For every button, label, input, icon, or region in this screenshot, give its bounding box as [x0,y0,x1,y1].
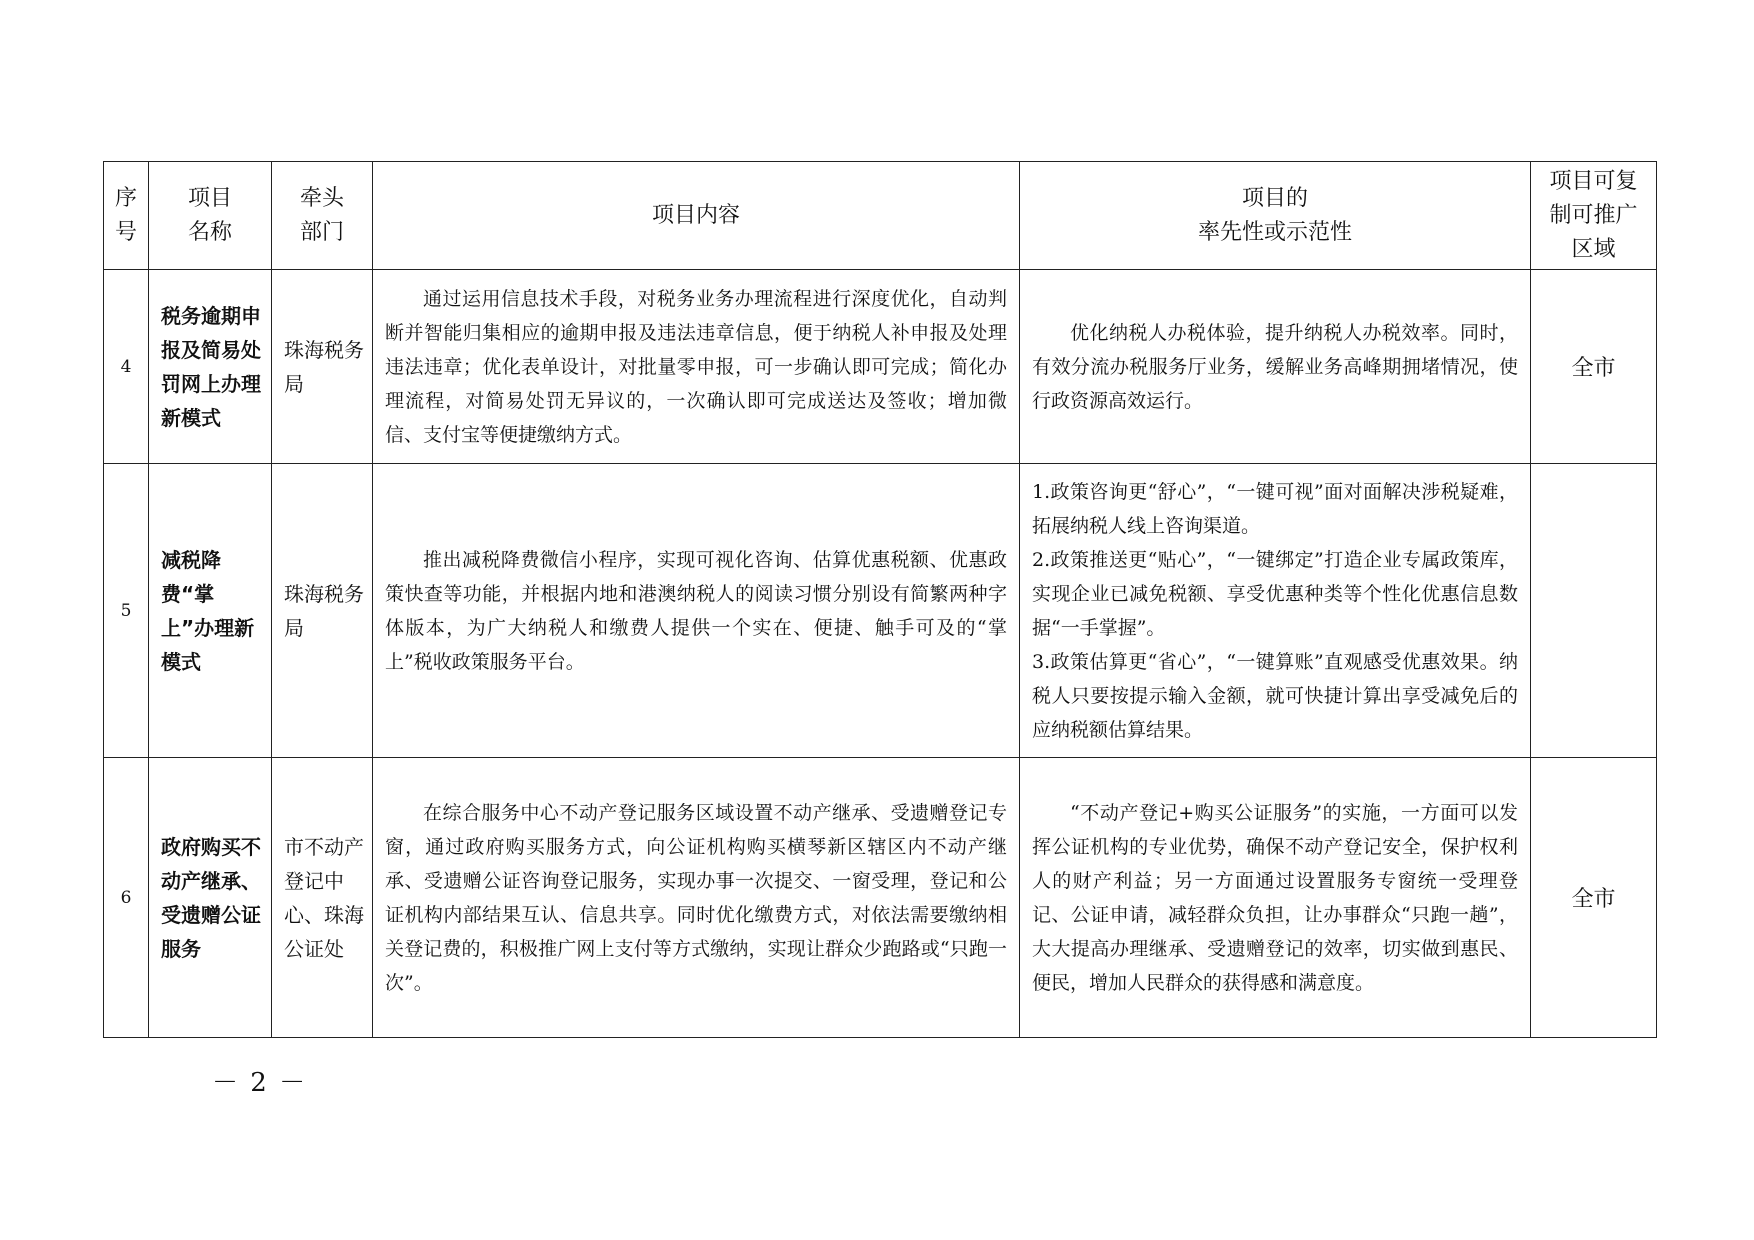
table-row [104,464,1657,758]
row-effect-item-1: 1.政策咨询更“舒心”，“一键可视”面对面解决涉税疑难，拓展纳税人线上咨询渠道。 [1032,480,1518,537]
header-dept [272,162,373,270]
row-effect [1020,758,1531,1038]
header-area [1531,162,1657,270]
row-lead-dept: 市不动产登记中心、珠海公证处 [272,758,373,1038]
row-seq: 5 [104,464,149,758]
header-effect-line1: 项目的 [1241,185,1308,211]
header-content: 项目内容 [373,162,1020,270]
row-project-name: 政府购买不动产继承、受遗赠公证服务 [149,758,272,1038]
row-effect [1020,270,1531,464]
row-area: 全市 [1531,758,1657,1038]
header-seq-line1: 序 [114,185,137,211]
page-number: － 2 － [212,1068,308,1098]
table-row [104,270,1657,464]
row-project-content: 推出减税降费微信小程序，实现可视化咨询、估算优惠税额、优惠政策快查等功能，并根据内地和港澳纳税人的阅读习惯分别设有简繁两种字体版本，为广大纳税人和缴费人提供一个实在、便捷、触手可及的“掌上”税收政策服务平台。 [373,464,1020,758]
header-area-line3: 区域 [1571,236,1616,262]
header-area-line2: 制可推广 [1549,202,1638,228]
row-effect-item-3: 3.政策估算更“省心”，“一键算账”直观感受优惠效果。纳税人只要按提示输入金额，就可快捷计算出享受减免后的应纳税额估算结果。 [1032,650,1518,741]
row-area: 全市 [1531,270,1657,464]
row-project-name: 减税降费“掌上”办理新模式 [149,464,272,758]
row-area [1531,464,1657,758]
row-seq: 4 [104,270,149,464]
project-table-container [103,161,1656,1038]
project-table [103,161,1657,1038]
row-project-name: 税务逾期申报及简易处罚网上办理新模式 [149,270,272,464]
header-seq-line2: 号 [114,219,137,245]
row-effect-paragraph: 优化纳税人办税体验，提升纳税人办税效率。同时，有效分流办税服务厅业务，缓解业务高峰期拥堵情况，使行政资源高效运行。 [1032,321,1518,412]
header-row [104,162,1657,270]
row-lead-dept: 珠海税务局 [272,270,373,464]
row-effect-paragraph: “不动产登记+购买公证服务”的实施，一方面可以发挥公证机构的专业优势，确保不动产登记安全，保护权利人的财产利益；另一方面通过设置服务专窗统一受理登记、公证申请，减轻群众负担，让办事群众“只跑一趟”，大大提高办理继承、受遗赠登记的效率，切实做到惠民、便民，增加人民群众的获得感和满意度。 [1032,801,1518,994]
header-area-line1: 项目可复 [1549,168,1638,194]
table-row [104,758,1657,1038]
row-effect-item-2: 2.政策推送更“贴心”，“一键绑定”打造企业专属政策库，实现企业已减免税额、享受优惠种类等个性化优惠信息数据“一手掌握”。 [1032,548,1518,639]
header-name [149,162,272,270]
header-effect-line2: 率先性或示范性 [1197,219,1352,245]
header-name-line1: 项目 [187,185,232,211]
header-name-line2: 名称 [187,219,232,245]
row-lead-dept: 珠海税务局 [272,464,373,758]
header-effect [1020,162,1531,270]
header-dept-line1: 牵头 [299,185,344,211]
row-project-content: 通过运用信息技术手段，对税务业务办理流程进行深度优化，自动判断并智能归集相应的逾期申报及违法违章信息，便于纳税人补申报及处理违法违章；优化表单设计，对批量零申报，可一步确认即可完成；简化办理流程，对简易处罚无异议的，一次确认即可完成送达及签收；增加微信、支付宝等便捷缴纳方式。 [373,270,1020,464]
row-project-content: 在综合服务中心不动产登记服务区域设置不动产继承、受遗赠登记专窗，通过政府购买服务方式，向公证机构购买横琴新区辖区内不动产继承、受遗赠公证咨询登记服务，实现办事一次提交、一窗受理，登记和公证机构内部结果互认、信息共享。同时优化缴费方式，对依法需要缴纳相关登记费的，积极推广网上支付等方式缴纳，实现让群众少跑路或“只跑一次”。 [373,758,1020,1038]
header-dept-line2: 部门 [299,219,344,245]
header-seq [104,162,149,270]
row-effect [1020,464,1531,758]
row-seq: 6 [104,758,149,1038]
